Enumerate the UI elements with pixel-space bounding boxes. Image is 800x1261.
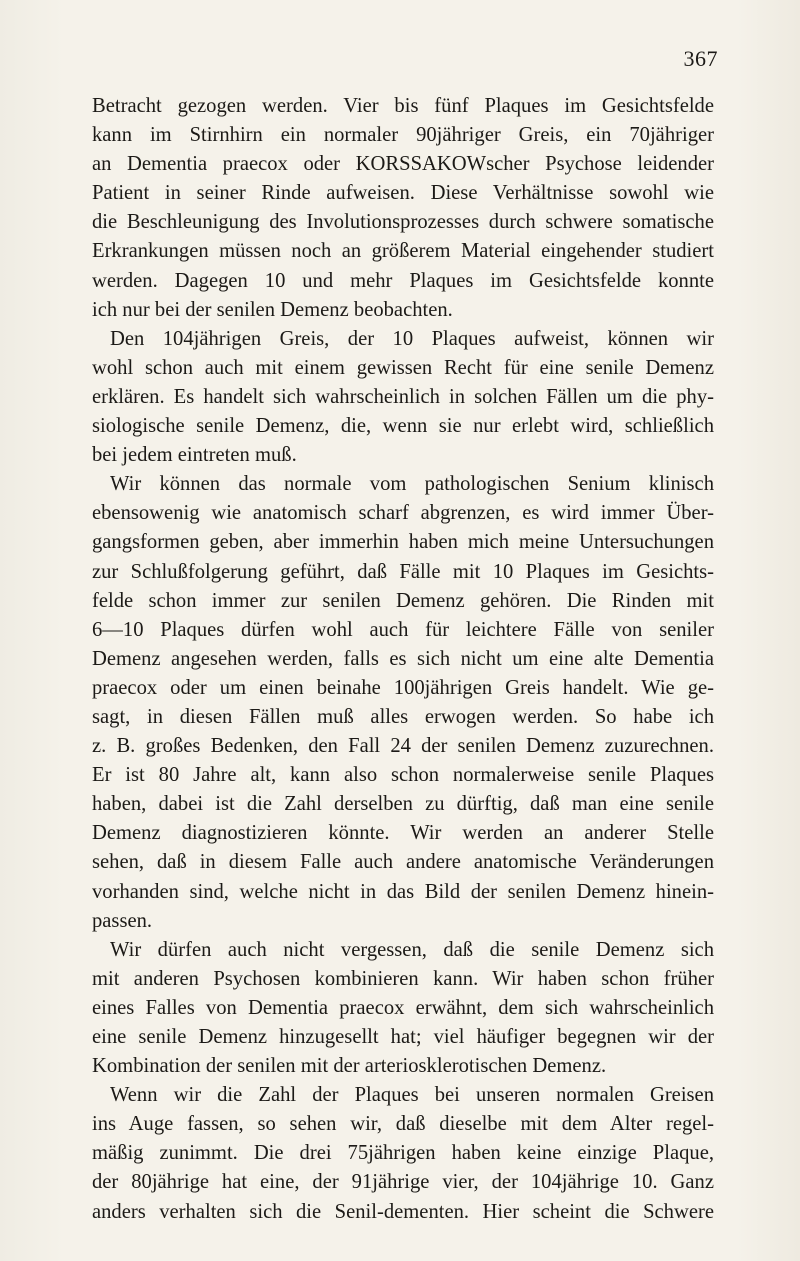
text-line: Wenn wir die Zahl der Plaques bei unseren normalen Greisen <box>110 1084 714 1107</box>
text-line: wohl schon auch mit einem gewissen Recht für eine senile Demenz <box>92 356 714 379</box>
text-line: felde schon immer zur senilen Demenz gehören. Die Rinden mit <box>92 589 714 612</box>
body-text <box>92 92 714 1227</box>
text-line: sehen, daß in diesem Falle auch andere anatomische Veränderungen <box>92 851 714 874</box>
text-line: kann im Stirnhirn ein normaler 90jähriger Greis, ein 70jähriger <box>92 124 714 147</box>
text-line: der 80jährige hat eine, der 91jährige vier, der 104jährige 10. Ganz <box>92 1171 714 1194</box>
text-line: bei jedem eintreten muß. <box>92 444 297 467</box>
page-number: 367 <box>683 46 718 71</box>
text-line: mäßig zunimmt. Die drei 75jährigen haben keine einzige Plaque, <box>92 1142 714 1165</box>
text-line: praecox oder um einen beinahe 100jährigen Greis handelt. Wie ge- <box>92 676 714 699</box>
text-line: passen. <box>92 909 153 932</box>
text-line: zur Schlußfolgerung geführt, daß Fälle mit 10 Plaques im Gesichts- <box>92 560 714 583</box>
text-line: Erkrankungen müssen noch an größerem Material eingehender studiert <box>92 240 714 263</box>
text-line: Er ist 80 Jahre alt, kann also schon normalerweise senile Plaques <box>92 764 714 787</box>
text-line: Den 104jährigen Greis, der 10 Plaques aufweist, können wir <box>110 327 714 350</box>
text-line: an Dementia praecox oder KORSSAKOWscher Psychose leidender <box>92 153 714 176</box>
text-line: erklären. Es handelt sich wahrscheinlich in solchen Fällen um die phy- <box>92 385 714 408</box>
text-line: haben, dabei ist die Zahl derselben zu dürftig, daß man eine senile <box>92 793 714 816</box>
text-line: ebensowenig wie anatomisch scharf abgrenzen, es wird immer Über- <box>92 502 714 525</box>
text-line: Wir können das normale vom pathologischen Senium klinisch <box>110 473 714 496</box>
text-line: die Beschleunigung des Involutionsprozesses durch schwere somatische <box>92 211 714 234</box>
text-line: werden. Dagegen 10 und mehr Plaques im Gesichtsfelde konnte <box>92 269 714 292</box>
text-line: 6—10 Plaques dürfen wohl auch für leichtere Fälle von seniler <box>92 618 714 641</box>
text-line: Kombination der senilen mit der arteriosklerotischen Demenz. <box>92 1055 607 1078</box>
text-line: ich nur bei der senilen Demenz beobachten. <box>92 298 453 321</box>
text-line: ins Auge fassen, so sehen wir, daß dieselbe mit dem Alter regel- <box>92 1113 714 1136</box>
text-line: Demenz diagnostizieren könnte. Wir werden an anderer Stelle <box>92 822 714 845</box>
text-line: mit anderen Psychosen kombinieren kann. Wir haben schon früher <box>92 967 714 990</box>
text-line: Demenz angesehen werden, falls es sich nicht um eine alte Dementia <box>92 647 714 670</box>
text-line: eine senile Demenz hinzugesellt hat; viel häufiger begegnen wir der <box>92 1026 714 1048</box>
text-line: Betracht gezogen werden. Vier bis fünf Plaques im Gesichtsfelde <box>92 95 714 117</box>
text-line: Wir dürfen auch nicht vergessen, daß die senile Demenz sich <box>110 938 714 961</box>
text-line: vorhanden sind, welche nicht in das Bild der senilen Demenz hinein- <box>92 880 714 903</box>
text-line: Patient in seiner Rinde aufweisen. Diese Verhältnisse sowohl wie <box>92 182 714 205</box>
text-line: z. B. großes Bedenken, den Fall 24 der senilen Demenz zuzurechnen. <box>92 735 714 758</box>
text-line: anders verhalten sich die Senil-dementen. Hier scheint die Schwere <box>92 1200 714 1223</box>
text-line: eines Falles von Dementia praecox erwähnt, dem sich wahrscheinlich <box>92 996 714 1019</box>
text-line: gangsformen geben, aber immerhin haben mich meine Untersuchungen <box>92 531 714 554</box>
text-line: sagt, in diesen Fällen muß alles erwogen werden. So habe ich <box>92 705 714 728</box>
text-line: siologische senile Demenz, die, wenn sie nur erlebt wird, schließlich <box>92 415 714 438</box>
